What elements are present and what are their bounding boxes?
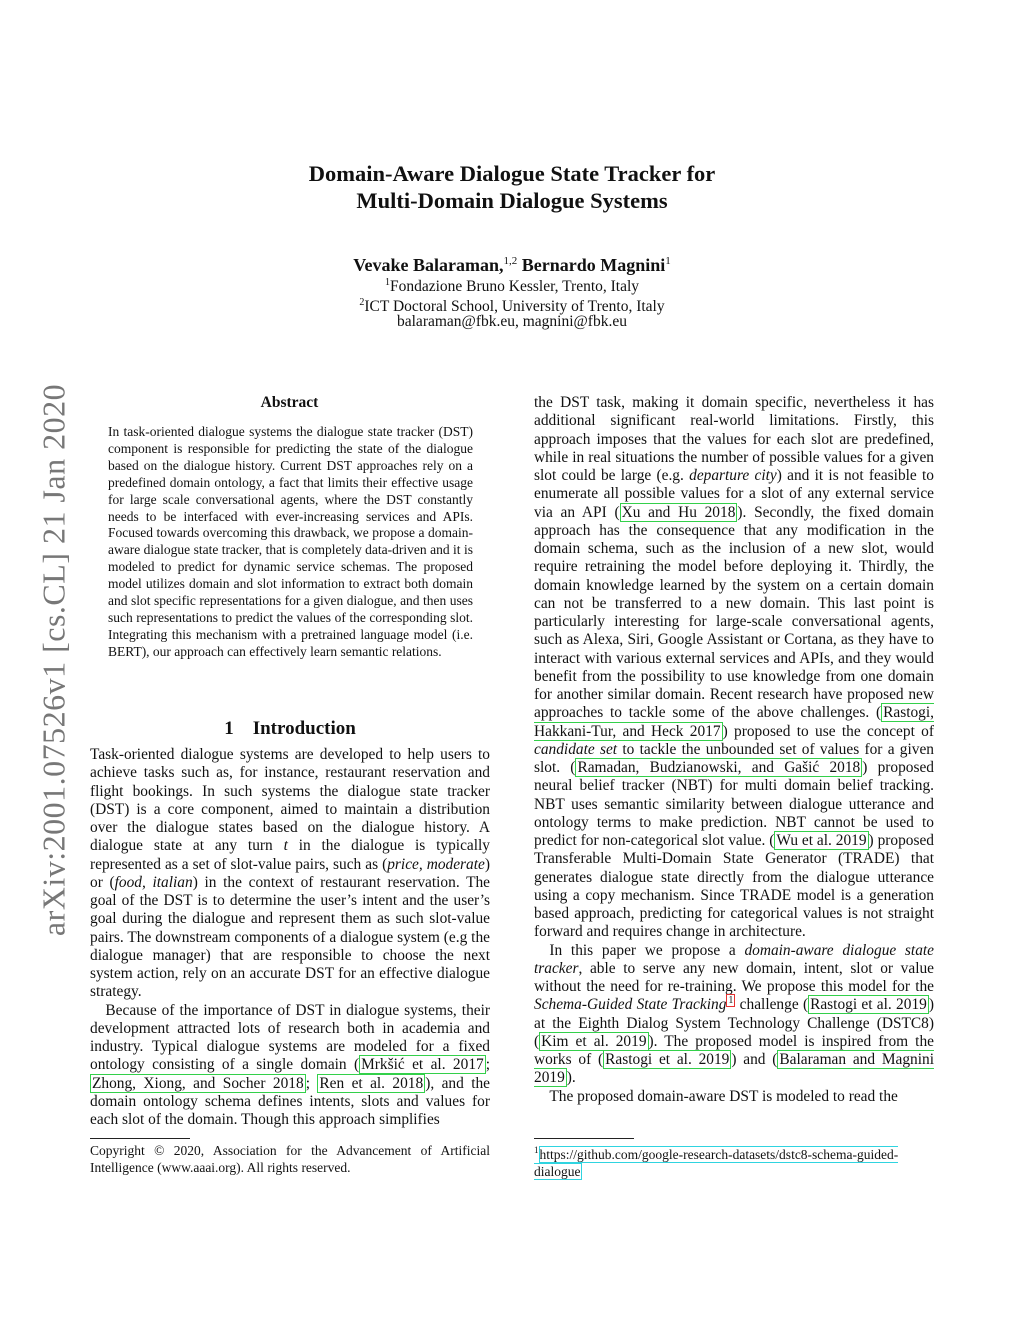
author-1-affil: 1,2	[503, 255, 518, 267]
section-heading-introduction: 1 Introduction	[224, 718, 356, 739]
author-1: Vevake Balaraman,	[353, 255, 504, 275]
affiliation-2: $^2$ICT Doctoral School, University of Trento, Italy	[359, 297, 665, 316]
author-emails: balaraman@fbk.eu, magnini@fbk.eu	[397, 313, 627, 330]
footnote-rule-left	[90, 1138, 190, 1139]
footnote	[534, 1142, 934, 1180]
citation-link[interactable]: Ramadan, Budzianowski, and Gašić 2018	[577, 759, 861, 776]
footnote-mark: 1	[534, 1145, 539, 1155]
citation-link[interactable]: Zhong, Xiong, and Socher 2018	[92, 1074, 304, 1092]
footnote-rule-right	[534, 1138, 634, 1139]
citation-link[interactable]: Ren et al. 2018	[319, 1074, 424, 1092]
citation-link[interactable]: Mrkšić et al. 2017	[361, 1056, 484, 1074]
abstract-text: In task-oriented dialogue systems the dialogue state tracker (DST) component is responsible for predicting the state of the dialogue based on the dialogue history. Current DST approaches rely on a predefined domain ontology, a fact that limits their effective usage for large scale conversational agents, where the DST constantly needs to be interfaced with ever-increasing services and APIs. Focused towards overcoming this drawback, we propose a domain-aware dialogue state tracker, that is completely data-driven and it is modeled to predict for dynamic service schemas. The proposed model utilizes domain and slot information to extract both domain and slot specific representations for a given dialogue, and then uses such representations to predict the values of the corresponding slot. Integrating this mechanism with a pretrained language model (i.e. BERT), our approach can effectively learn semantic relations.	[108, 424, 473, 659]
citation-link[interactable]: Rastogi et al. 2019	[605, 1051, 730, 1068]
citation-link[interactable]: Rastogi et al. 2019	[810, 996, 927, 1014]
copyright-notice: Copyright © 2020, Association for the Advancement of Artificial Intelligence (www.aaai.org). All rights reserved.	[90, 1143, 490, 1175]
intro-paragraph-2: Because of the importance of DST in dialogue systems, their development attracted lots of research both in academia and industry. Typical dialogue systems are modeled for a fixed ontology consisting of a single domain ( Mrkšić et al. 2017 ; Zhong, Xiong, and Socher 2018 ; Ren et al. 2018 ), and the domain ontology schema defines intents, slots and values for each slot of the domain. Though this approach simplifies	[90, 1001, 490, 1128]
intro-paragraph-1: Task-oriented dialogue systems are developed to help users to achieve tasks such as, for instance, restaurant reservation and flight bookings. In such systems the dialogue state tracker (DST) is a core component, aimed to maintain a distribution over the dialogue states based on the dialogue history. A dialogue state at any turn t in the dialogue is typically represented as a set of slot-value pairs, such as (price, moderate) or (food, italian) in the context of restaurant reservation. The goal of the DST is to determine the user’s intent and the user’s goal during the dialogue and represent them as such slot-value pairs. The downstream components of a dialogue system (e.g the dialogue manager) that are responsible to choose the next system action, rely on an accurate DST for an effective dialogue strategy.	[90, 746, 490, 1001]
affiliation-1: $^1$Fondazione Bruno Kessler, Trento, Italy	[384, 277, 640, 296]
title-line-1: Domain-Aware Dialogue State Tracker for	[308, 161, 716, 186]
right-paragraph-2: In this paper we propose a domain-aware dialogue state tracker, able to serve any new domain, intent, slot or value without the need for re-training. We propose this model for the Schema-Guided State Tracking $^1$ challenge ( Rastogi et al. 2019 ) at the Eighth Dialog System Technology Challenge (DSTC8) ( Kim et al. 2019 ). The proposed model is inspired from the works of ( Rastogi et al. 2019 ) and ( Balaraman and Magnini 2019 ).	[534, 941, 935, 1087]
right-paragraph-3: The proposed domain-aware DST is modeled to read the	[549, 1087, 898, 1105]
left-column	[90, 746, 490, 1129]
title-line-2: Multi-Domain Dialogue Systems	[356, 188, 668, 213]
citation-link[interactable]: Balaraman and Magnini 2019	[534, 1051, 935, 1087]
citation-link[interactable]: Wu et al. 2019	[776, 832, 867, 849]
arxiv-stamp: arXiv:2001.07526v1 [cs.CL] 21 Jan 2020	[35, 383, 72, 937]
abstract-heading: Abstract	[260, 394, 319, 411]
footnote-url-link[interactable]: https://github.com/google-research-datasets/dstc8-schema-guided-dialogue	[534, 1146, 899, 1179]
citation-link[interactable]: Rastogi, Hakkani-Tur, and Heck 2017	[534, 704, 934, 740]
citation-link[interactable]: Kim et al. 2019	[541, 1032, 647, 1050]
author-2-affil: 1	[665, 255, 671, 267]
footnote-link[interactable]: 1	[728, 995, 734, 1007]
right-paragraph-1: the DST task, making it domain specific, nevertheless it has additional significant real-world limitations. Firstly, this approach imposes that the values for each slot are predefined, while in real situations the number of possible values for a given slot could be large (e.g. departure city) and it is not feasible to enumerate all possible values for a slot of any external service via an API ( Xu and Hu 2018 ). Secondly, the fixed domain approach has the consequence that any modification in the domain schema, such as the inclusion of a new slot, would require retraining the model before deploying it. Thirdly, the domain knowledge learned by the system on a certain domain can not be transferred to a new domain. This last point is particularly interesting for large-scale conversational agents, such as Alexa, Siri, Google Assistant or Cortana, as they have to interact with various external services and APIs, and they would benefit from the possibility to use knowledge from one domain for another similar domain. Recent research have proposed new approaches to tackle some of the above challenges. ( Rastogi, Hakkani-Tur, and Heck 2017 ) proposed to use the concept of candidate set to tackle the unbounded set of values for a given slot. ( Ramadan, Budzianowski, and Gašić 2018 ) proposed neural belief tracker (NBT) for multi domain belief tracking. NBT uses semantic similarity between dialogue utterance and ontology terms to make prediction. NBT cannot be used to predict for non-categorical slot value. ( Wu et al. 2019 ) proposed Transferable Multi-Domain State Generator (TRADE) that generates dialogue state directly from the dialogue utterance using a copy mechanism. Since TRADE model is a generation based approach, predicting for categorical values is not straight forward and requires change in architecture.	[534, 394, 935, 941]
paper-title	[0, 160, 1024, 214]
author-2: Bernardo Magnini	[521, 255, 666, 275]
right-column	[534, 394, 934, 1106]
citation-link[interactable]: Xu and Hu 2018	[621, 503, 736, 521]
